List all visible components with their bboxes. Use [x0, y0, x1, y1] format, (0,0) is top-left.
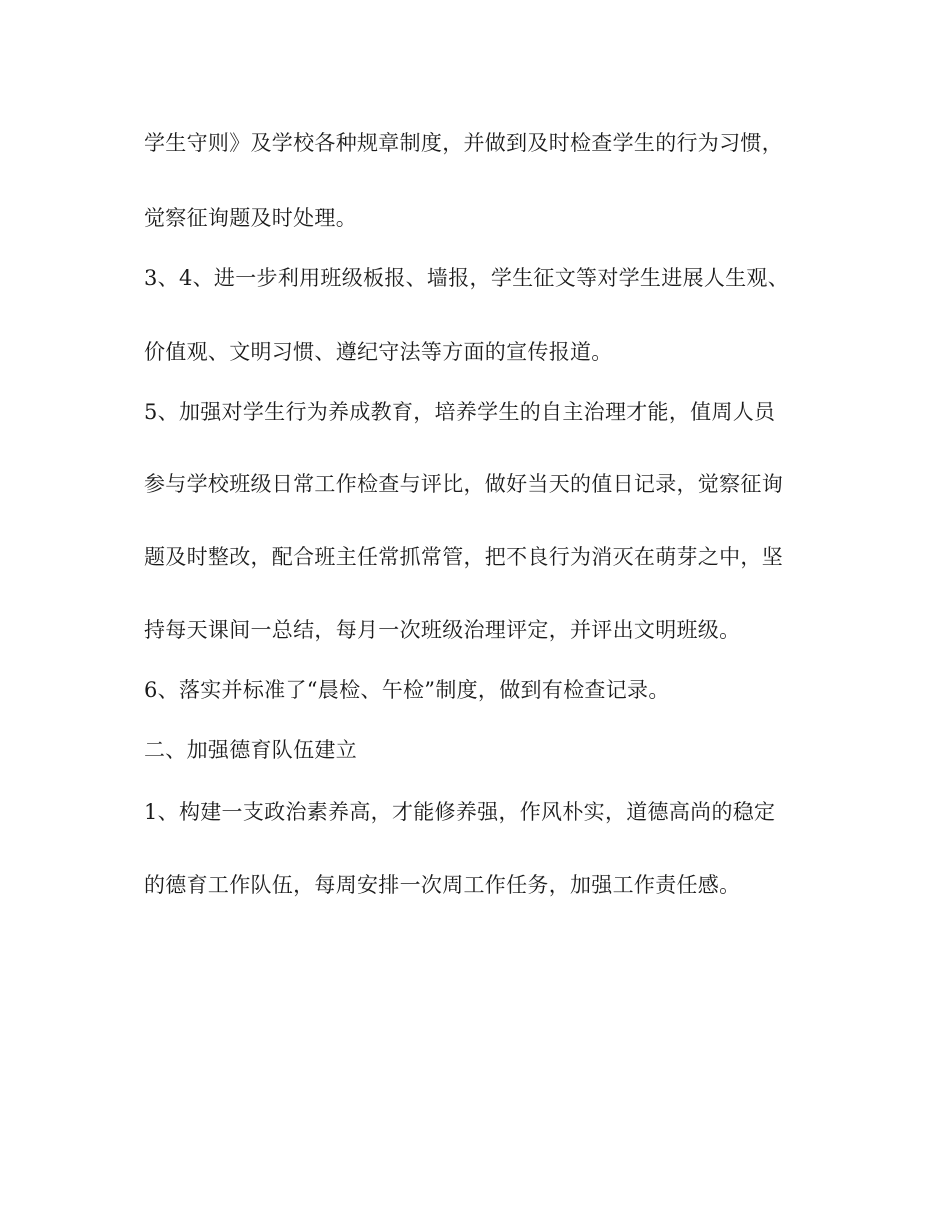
body-text-line: 学生守则》及学校各种规章制度，并做到及时检查学生的行为习惯，: [144, 131, 783, 155]
body-text-line: 觉察征询题及时处理。: [144, 206, 357, 230]
section-heading: 二、加强德育队伍建立: [144, 738, 357, 762]
body-text-line: 参与学校班级日常工作检查与评比，做好当天的值日记录，觉察征询: [144, 472, 783, 496]
body-text-line: 1、构建一支政治素养高，才能修养强，作风朴实，道德高尚的稳定: [144, 800, 776, 824]
body-text-line: 的德育工作队伍，每周安排一次周工作任务，加强工作责任感。: [144, 873, 741, 897]
body-text-line: 持每天课间一总结，每月一次班级治理评定，并评出文明班级。: [144, 618, 741, 642]
body-text-line: 3、4、进一步利用班级板报、墙报，学生征文等对学生进展人生观、: [144, 266, 790, 290]
body-text-line: 5、加强对学生行为养成教育，培养学生的自主治理才能，值周人员: [144, 400, 776, 424]
body-text-line: 题及时整改，配合班主任常抓常管，把不良行为消灭在萌芽之中，坚: [144, 545, 783, 569]
body-text-line: 6、落实并标准了“晨检、午检”制度，做到有检查记录。: [144, 678, 670, 702]
body-text-line: 价值观、文明习惯、遵纪守法等方面的宣传报道。: [144, 340, 613, 364]
